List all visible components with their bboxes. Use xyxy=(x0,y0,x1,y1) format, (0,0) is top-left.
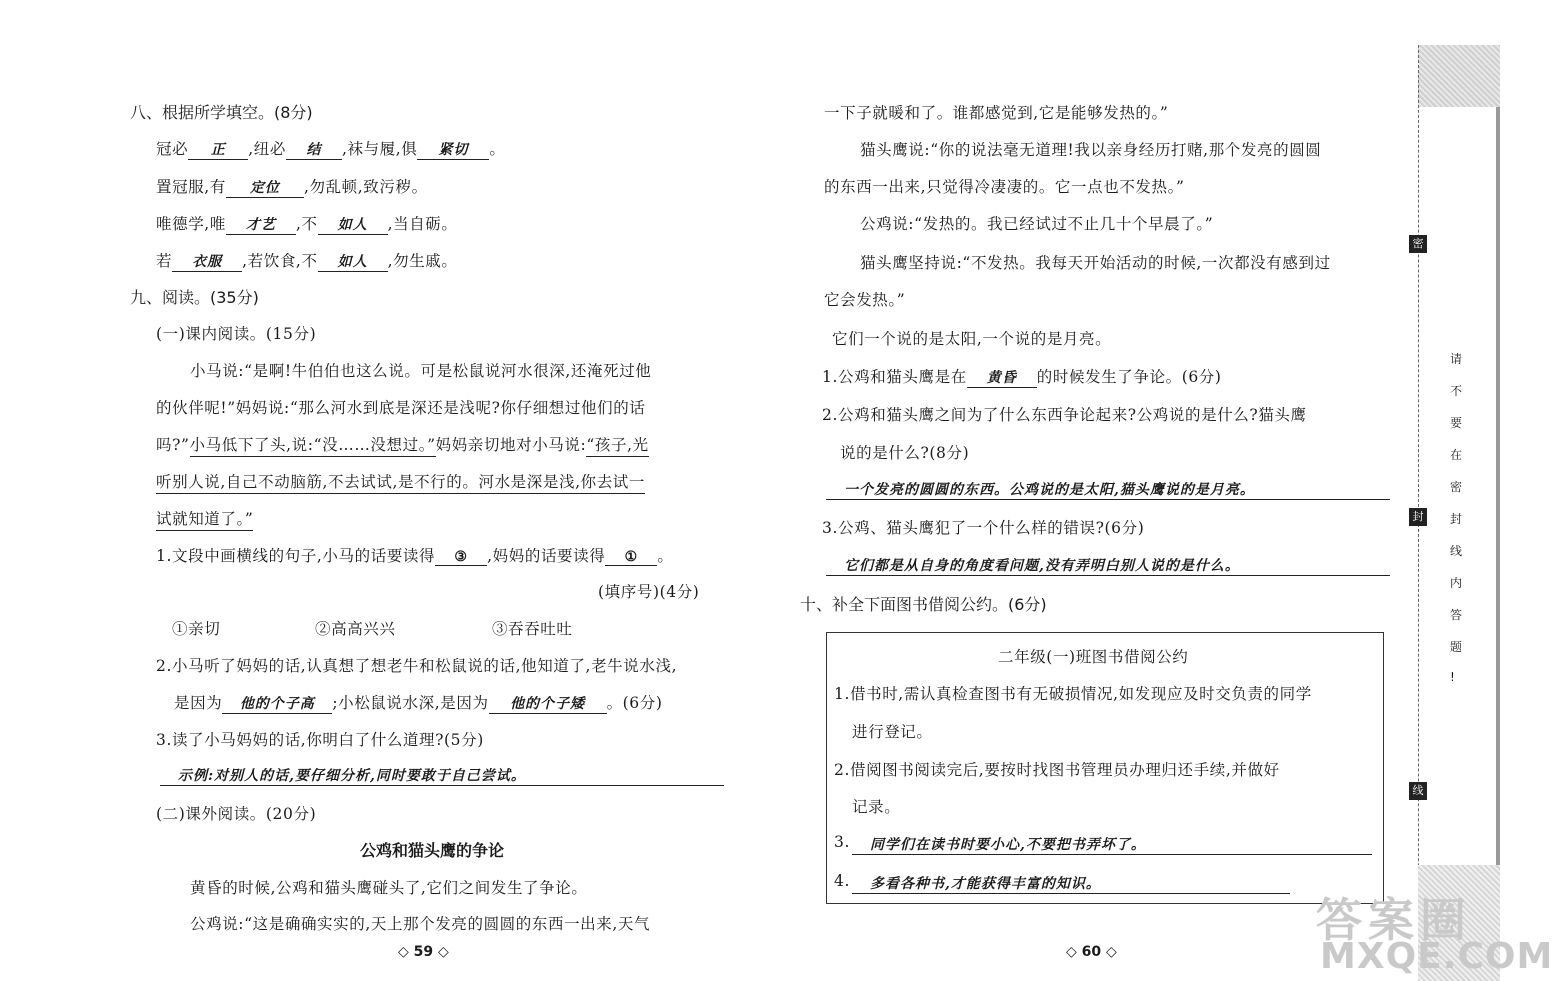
story-line: 公鸡说:“这是确确实实的,天上那个发亮的圆圆的东西一出来,天气 xyxy=(190,915,651,933)
page-number-left: ◇ 59 ◇ xyxy=(398,944,449,960)
notice-char: 线 xyxy=(1450,544,1463,558)
story-line: 公鸡说:“发热的。我已经试过不止几十个早晨了。” xyxy=(860,215,1214,233)
watermark-text: 答案圈 xyxy=(1316,893,1472,947)
question-3: 3.公鸡、猫头鹰犯了一个什么样的错误?(6分) xyxy=(822,519,1145,537)
notice-char: 题 xyxy=(1450,640,1463,654)
option-1: ①亲切 xyxy=(172,620,221,638)
fill-line-2: 置冠服,有 定位 ,勿乱顿,致污秽。 xyxy=(156,178,428,196)
question-2-line-1: 2.小马听了妈妈的话,认真想了想老牛和松鼠说的话,他知道了,老牛说水浅, xyxy=(156,657,678,675)
rules-title: 二年级(一)班图书借阅公约 xyxy=(998,648,1189,666)
answer-line[interactable]: 同学们在读书时要小心,不要把书弄坏了。 xyxy=(852,834,1372,855)
underlined-sentence: 小马低下了头,说:“没……没想过。” xyxy=(190,436,436,457)
notice-char: ! xyxy=(1450,670,1455,684)
answer-line[interactable]: 示例:对别人的话,要仔细分析,同时要敢于自己尝试。 xyxy=(160,765,724,786)
answer-blank[interactable]: 结 xyxy=(286,139,342,160)
underlined-sentence: 听别人说,自己不动脑筋,不去试试,是不行的。河水是深是浅,你去试一 xyxy=(156,473,645,494)
answer-blank[interactable]: 他的个子高 xyxy=(222,693,332,714)
underlined-sentence: 试就知道了。” xyxy=(156,510,253,531)
story-line: 它们一个说的是太阳,一个说的是月亮。 xyxy=(832,330,1112,348)
answer-blank[interactable]: 如人 xyxy=(318,251,388,272)
question-2-line-2: 说的是什么?(8分) xyxy=(840,444,970,462)
fill-line-1: 冠必 正 ,纽必 结 ,袜与履,俱 紧切 。 xyxy=(156,140,506,158)
seal-mark: 密 xyxy=(1409,235,1427,253)
passage-2-title: (二)课外阅读。(20分) xyxy=(156,805,317,823)
question-1: 1.公鸡和猫头鹰是在 黄昏 的时候发生了争论。(6分) xyxy=(822,368,1222,386)
story-line: 黄昏的时候,公鸡和猫头鹰碰头了,它们之间发生了争论。 xyxy=(190,879,588,897)
question-2-line-2: 是因为 他的个子高 ;小松鼠说水深,是因为 他的个子矮 。(6分) xyxy=(174,694,663,712)
passage-line: 小马说:“是啊!牛伯伯也这么说。可是松鼠说河水很深,还淹死过他 xyxy=(190,362,652,380)
notice-char: 要 xyxy=(1450,416,1463,430)
option-2: ②高高兴兴 xyxy=(315,620,396,638)
underlined-sentence: “孩子,光 xyxy=(586,436,648,457)
page-number-right: ◇ 60 ◇ xyxy=(1066,944,1117,960)
answer-line[interactable]: 它们都是从自身的角度看问题,没有弄明白别人说的是什么。 xyxy=(826,555,1390,576)
passage-line: 的伙伴呢!”妈妈说:“那么河水到底是深还是浅呢?你仔细想过他们的话 xyxy=(156,399,646,417)
margin-texture xyxy=(1418,45,1500,107)
section-10-title: 十、补全下面图书借阅公约。(6分) xyxy=(800,595,1047,614)
margin-bar xyxy=(1496,107,1500,981)
watermark-logo xyxy=(1300,890,1553,981)
story-line: 的东西一出来,只觉得冷凄凄的。它一点也不发热。” xyxy=(824,178,1185,196)
passage-line xyxy=(156,507,253,529)
passage-line xyxy=(156,470,645,492)
answer-blank[interactable]: 黄昏 xyxy=(967,367,1037,388)
seal-mark: 线 xyxy=(1409,782,1427,800)
notice-char: 内 xyxy=(1450,576,1463,590)
rule-2-line-1: 2.借阅图书阅读完后,要按时找图书管理员办理归还手续,并做好 xyxy=(834,761,1280,779)
fill-line-4: 若 衣服 ,若饮食,不 如人 ,勿生戚。 xyxy=(156,252,458,270)
passage-1-title: (一)课内阅读。(15分) xyxy=(156,325,317,343)
option-3: ③吞吞吐吐 xyxy=(492,620,573,638)
answer-blank[interactable]: 紧切 xyxy=(417,139,489,160)
answer-blank[interactable]: ① xyxy=(605,549,657,566)
rule-2-line-2: 记录。 xyxy=(852,798,901,816)
answer-blank[interactable]: 他的个子矮 xyxy=(489,693,607,714)
rule-3-number: 3. xyxy=(834,833,850,851)
answer-blank[interactable]: 才艺 xyxy=(226,214,296,235)
seal-mark: 封 xyxy=(1409,508,1427,526)
notice-char: 在 xyxy=(1450,448,1463,462)
story-line: 它会发热。” xyxy=(824,291,906,309)
answer-blank[interactable]: 如人 xyxy=(318,214,388,235)
fill-line-3: 唯德学,唯 才艺 ,不 如人 ,当自砺。 xyxy=(156,215,458,233)
notice-char: 答 xyxy=(1450,608,1463,622)
passage-line: 吗?”小马低下了头,说:“没……没想过。”妈妈亲切地对小马说:“孩子,光 xyxy=(156,433,649,455)
notice-char: 密 xyxy=(1450,480,1463,494)
section-8-title: 八、根据所学填空。(8分) xyxy=(130,103,313,122)
answer-blank[interactable]: 定位 xyxy=(226,177,304,198)
answer-blank[interactable]: 正 xyxy=(188,139,248,160)
question-3: 3.读了小马妈妈的话,你明白了什么道理?(5分) xyxy=(156,731,484,749)
notice-char: 请 xyxy=(1450,352,1463,366)
answer-line[interactable]: 一个发亮的圆圆的东西。公鸡说的是太阳,猫头鹰说的是月亮。 xyxy=(826,479,1390,500)
question-1-note: (填序号)(4分) xyxy=(598,583,700,601)
notice-char: 封 xyxy=(1450,512,1463,526)
section-9-title: 九、阅读。(35分) xyxy=(130,288,259,307)
answer-blank[interactable]: ③ xyxy=(435,549,487,566)
answer-line[interactable]: 多看各种书,才能获得丰富的知识。 xyxy=(852,873,1290,894)
story-line: 猫头鹰说:“你的说法毫无道理!我以亲身经历打赌,那个发亮的圆圆 xyxy=(860,141,1322,159)
notice-char: 不 xyxy=(1450,384,1463,398)
rule-1-line-1: 1.借书时,需认真检查图书有无破损情况,如发现应及时交负责的同学 xyxy=(834,685,1312,703)
rule-4-number: 4. xyxy=(834,872,850,890)
watermark-url: MXQE.COM xyxy=(1320,936,1553,977)
question-1: 1.文段中画横线的句子,小马的话要读得 ③ ,妈妈的话要读得 ① 。 xyxy=(156,547,674,565)
rule-1-line-2: 进行登记。 xyxy=(852,723,933,741)
binding-margin xyxy=(1412,45,1500,981)
story-line: 猫头鹰坚持说:“不发热。我每天开始活动的时候,一次都没有感到过 xyxy=(860,254,1331,272)
story-line: 一下子就暖和了。谁都感觉到,它是能够发热的。” xyxy=(824,104,1169,122)
answer-blank[interactable]: 衣服 xyxy=(172,251,242,272)
story-title: 公鸡和猫头鹰的争论 xyxy=(360,841,505,860)
question-2-line-1: 2.公鸡和猫头鹰之间为了什么东西争论起来?公鸡说的是什么?猫头鹰 xyxy=(822,406,1307,424)
